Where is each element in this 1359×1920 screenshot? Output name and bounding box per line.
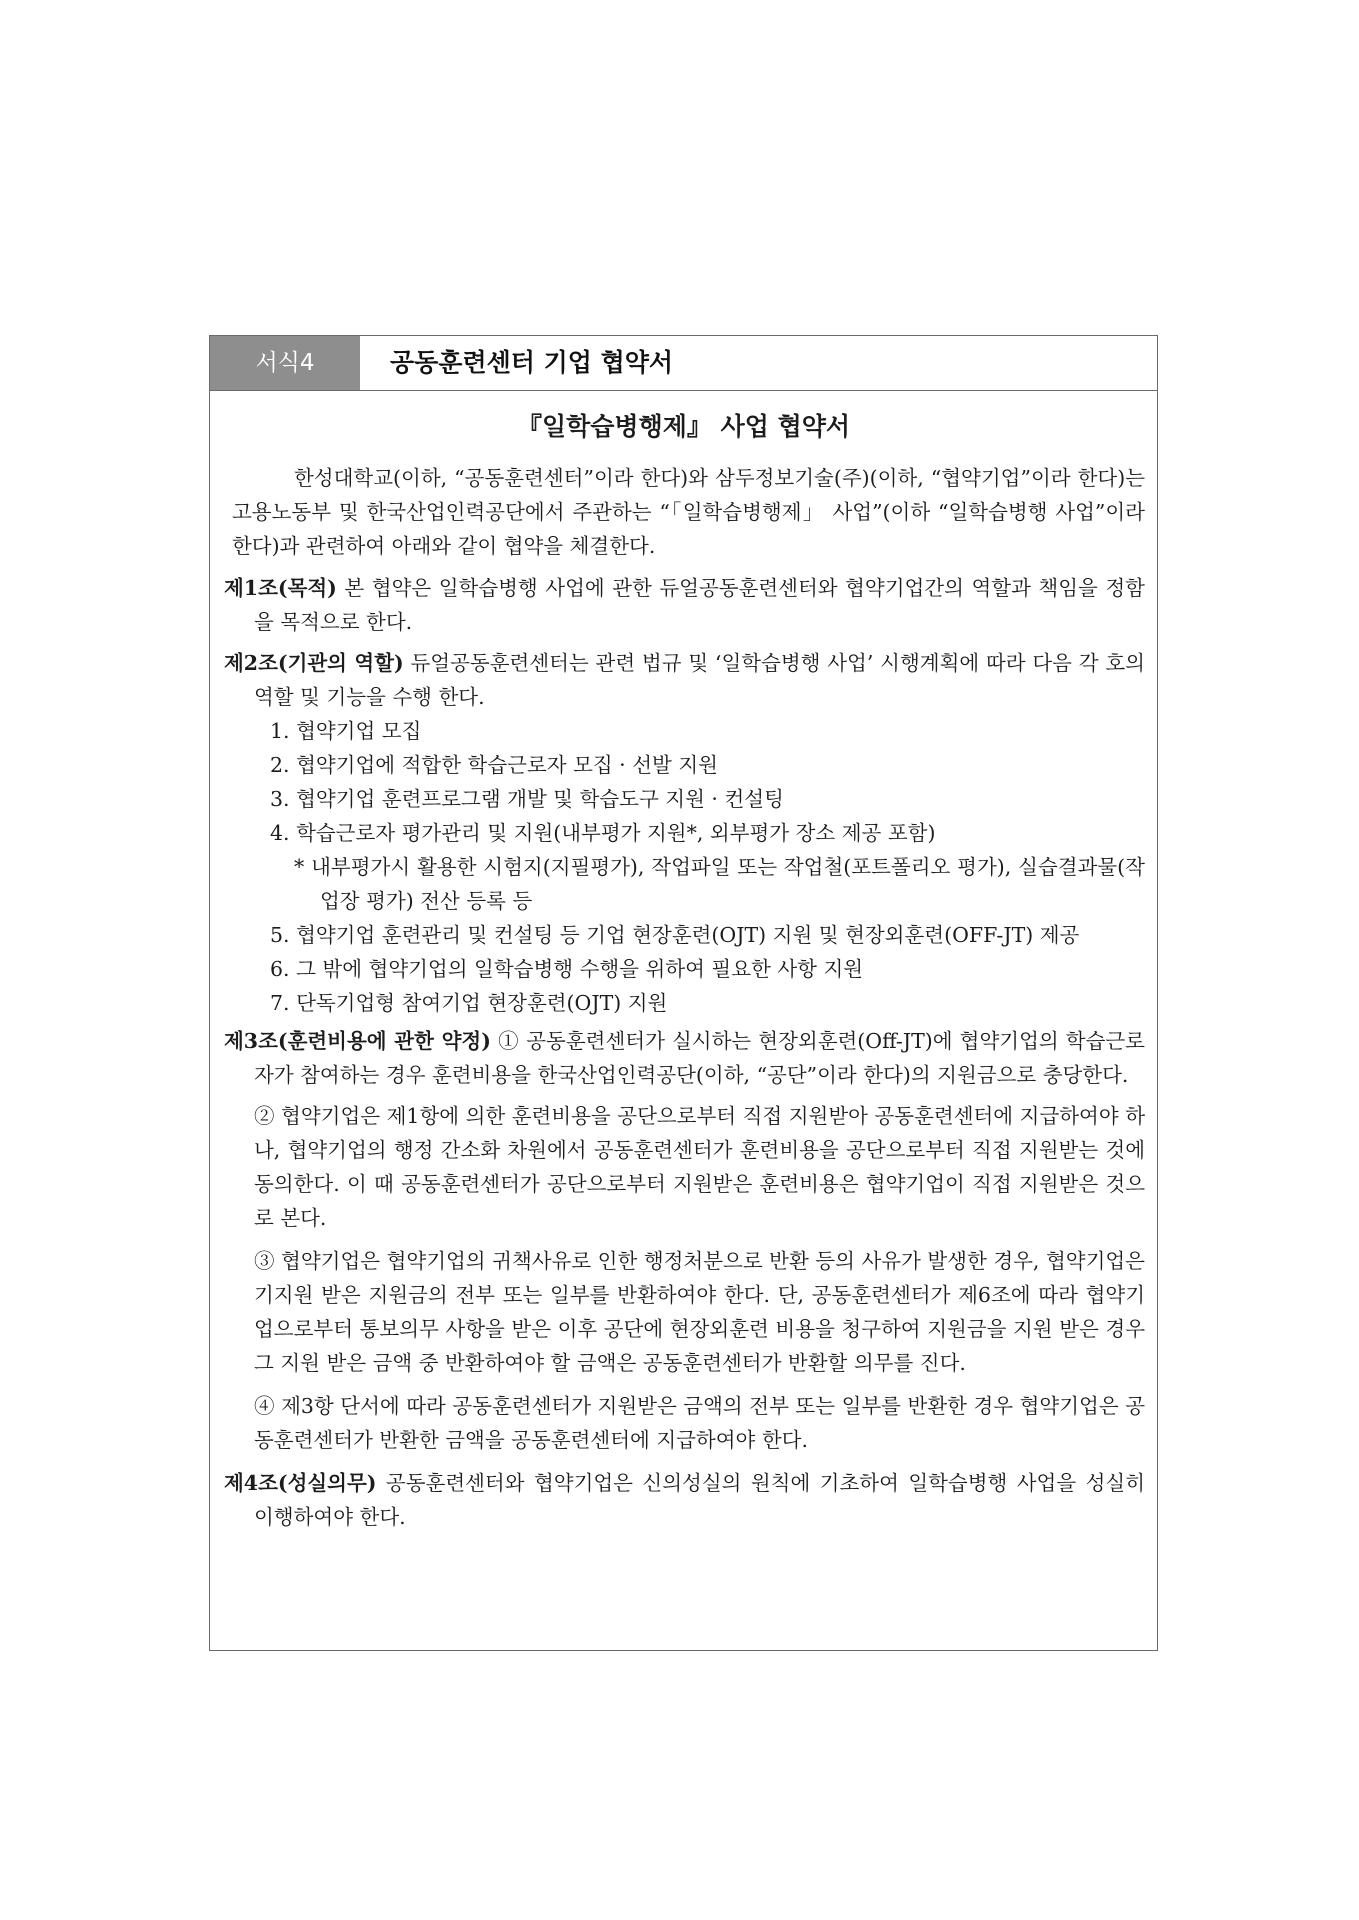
article-3-paragraph-2: ② 협약기업은 제1항에 의한 훈련비용을 공단으로부터 직접 지원받아 공동훈련센터에 지급하여야 하나, 협약기업의 행정 간소화 차원에서 공동훈련센터가 훈련비용을 공단으로부터 직접 지원받는 것에 동의한다. 이 때 공동훈련센터가 공단으로부터 지원받은 훈련비용은 협약기업이 직접 지원받은 것으로 본다.	[254, 1104, 1145, 1230]
form-tag: 서식4	[210, 336, 360, 390]
list-item: 3. 협약기업 훈련프로그램 개발 및 학습도구 지원 · 컨설팅	[270, 787, 784, 811]
list-item: 6. 그 밖에 협약기업의 일학습병행 수행을 위하여 필요한 사항 지원	[270, 957, 864, 981]
form-header	[210, 336, 1157, 391]
article-1	[224, 571, 1145, 639]
article-1-heading: 제1조(목적)	[224, 576, 337, 600]
article-3-paragraph-4: ④ 제3항 단서에 따라 공동훈련센터가 지원받은 금액의 전부 또는 일부를 반환한 경우 협약기업은 공동훈련센터가 반환한 금액을 공동훈련센터에 지급하여야 한다.	[254, 1394, 1145, 1452]
list-item: 4. 학습근로자 평가관리 및 지원(내부평가 지원*, 외부평가 장소 제공 포함)	[270, 821, 936, 845]
article-3-paragraph-1: ① 공동훈련센터가 실시하는 현장외훈련(Off-JT)에 협약기업의 학습근로자가 참여하는 경우 훈련비용을 한국산업인력공단(이하, “공단”이라 한다)의 지원금으로 충당한다.	[254, 1029, 1145, 1087]
list-item: 5. 협약기업 훈련관리 및 컨설팅 등 기업 현장훈련(OJT) 지원 및 현장외훈련(OFF-JT) 제공	[270, 923, 1080, 947]
article-3	[224, 1024, 1145, 1092]
article-1-text: 본 협약은 일학습병행 사업에 관한 듀얼공동훈련센터와 협약기업간의 역할과 책임을 정함을 목적으로 한다.	[254, 576, 1145, 634]
article-2-footnote: * 내부평가시 활용한 시험지(지필평가), 작업파일 또는 작업철(포트폴리오 평가), 실습결과물(작업장 평가) 전산 등록 등	[294, 855, 1145, 913]
list-item: 1. 협약기업 모집	[270, 719, 422, 743]
article-2-text: 듀얼공동훈련센터는 관련 법규 및 ‘일학습병행 사업’ 시행계획에 따라 다음 각 호의 역할 및 기능을 수행 한다.	[254, 651, 1145, 709]
article-2	[224, 646, 1145, 714]
document-title: 『일학습병행제』 사업 협약서	[516, 412, 851, 441]
document-body	[224, 461, 1145, 1541]
article-2-heading: 제2조(기관의 역할)	[224, 651, 404, 675]
article-4-text: 공동훈련센터와 협약기업은 신의성실의 원칙에 기초하여 일학습병행 사업을 성실히 이행하여야 한다.	[254, 1471, 1145, 1529]
article-4	[224, 1466, 1145, 1534]
list-item: 2. 협약기업에 적합한 학습근로자 모집 · 선발 지원	[270, 753, 718, 777]
list-item: 7. 단독기업형 참여기업 현장훈련(OJT) 지원	[270, 991, 668, 1015]
article-3-heading: 제3조(훈련비용에 관한 약정)	[224, 1029, 491, 1053]
intro-paragraph: 한성대학교(이하, “공동훈련센터”이라 한다)와 삼두정보기술(주)(이하, “협약기업”이라 한다)는 고용노동부 및 한국산업인력공단에서 주관하는 “「일학습병행제」 사업”(이하 “일학습병행 사업”이라 한다)과 관련하여 아래와 같이 협약을 체결한다.	[232, 466, 1145, 558]
article-2-item-list	[224, 714, 1145, 1020]
agreement-form-box	[209, 335, 1158, 1651]
form-title: 공동훈련센터 기업 협약서	[390, 348, 674, 377]
article-4-heading: 제4조(성실의무)	[224, 1471, 377, 1495]
article-3-paragraph-3: ③ 협약기업은 협약기업의 귀책사유로 인한 행정처분으로 반환 등의 사유가 발생한 경우, 협약기업은 기지원 받은 지원금의 전부 또는 일부를 반환하여야 한다. 단, 공동훈련센터가 제6조에 따라 협약기업으로부터 통보의무 사항을 받은 이후 공단에 현장외훈련 비용을 청구하여 지원금을 지원 받은 경우 그 지원 받은 금액 중 반환하여야 할 금액은 공동훈련센터가 반환할 의무를 진다.	[254, 1249, 1145, 1375]
